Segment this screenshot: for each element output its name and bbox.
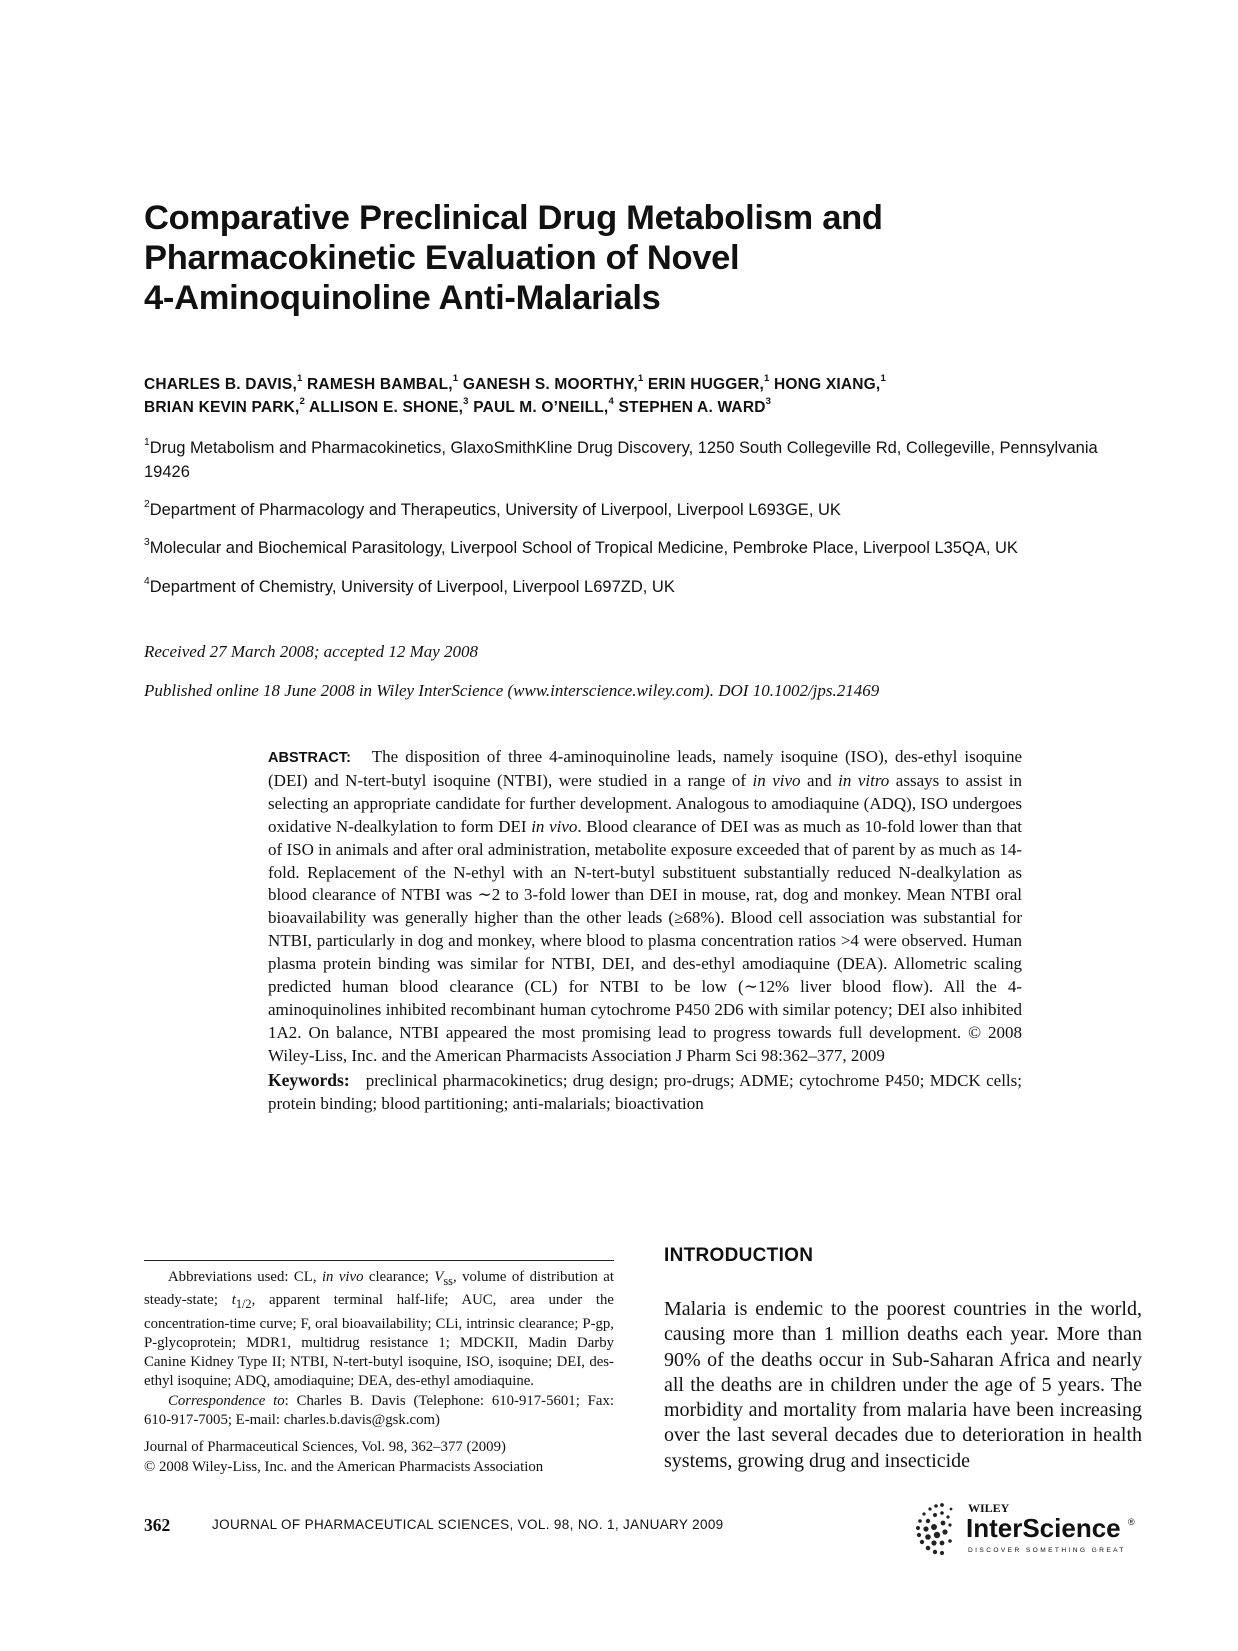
author-list — [144, 373, 1144, 419]
correspondence-footnote — [144, 1392, 614, 1431]
affiliation-4 — [144, 575, 1144, 599]
affiliation-text: Molecular and Biochemical Parasitology, Liverpool School of Tropical Medicine, Pembroke Place, Liverpool L35QA, UK — [149, 539, 1018, 557]
affiliation-3 — [144, 536, 1144, 560]
abstract-italic: in vivo — [531, 816, 578, 836]
abbreviations-footnote — [144, 1268, 614, 1392]
author-name: RAMESH BAMBAL, — [307, 376, 453, 393]
footnote-variable: t — [231, 1292, 236, 1309]
author-name: BRIAN KEVIN PARK, — [144, 399, 300, 416]
wiley-interscience-logo — [910, 1497, 1142, 1557]
footnote-italic: in vivo — [321, 1269, 364, 1285]
author-affiliation-mark: 1 — [452, 373, 459, 385]
title-line-2: Pharmacokinetic Evaluation of Novel — [144, 239, 740, 277]
affiliation-text: Department of Pharmacology and Therapeutics, University of Liverpool, Liverpool L693GE, UK — [149, 501, 841, 519]
abstract-italic: in vivo — [752, 770, 801, 790]
author-name: ERIN HUGGER, — [647, 376, 764, 393]
author-name: ALLISON E. SHONE, — [309, 399, 464, 416]
abstract-paragraph — [268, 746, 1022, 1068]
introduction-paragraph: Malaria is endemic to the poorest countries in the world, causing more than 1 million deaths each year. More than 90% of the deaths occur in Sub-Saharan Africa and nearly all the deaths are in children under the age of 5 years. The morbidity and mortality from malaria have been increasing over the last several decades due to deterioration in health systems, growing drug and insecticide — [664, 1298, 1142, 1472]
author-name: GANESH S. MOORTHY, — [462, 376, 638, 393]
footnote-divider — [144, 1260, 614, 1261]
journal-citation-line: Journal of Pharmaceutical Sciences, Vol. 98, 362–377 (2009) — [144, 1439, 506, 1456]
logo-name: InterScience — [966, 1513, 1121, 1543]
author-affiliation-mark: 1 — [637, 373, 644, 385]
author-line-1 — [144, 373, 1144, 396]
correspondence-label: Correspondence to — [168, 1392, 285, 1409]
abstract-italic: in vitro — [838, 770, 890, 790]
introduction-body — [664, 1297, 1142, 1474]
abstract-text: . Blood clearance of DEI was as much as 10-fold lower than that of ISO in animals and after oral administration, metabolite exposure exceeded that of parent by as much as 14-fold. Replacement of the N-ethyl with an N-tert-butyl substituent substantially reduced N-dealkylation as blood clearance of NTBI was ∼2 to 3-fold lower than DEI in mouse, rat, dog and monkey. Mean NTBI oral bioavailability was generally higher than the other leads (≥68%). Blood cell association was substantial for NTBI, particularly in dog and monkey, where blood to plasma concentration ratios >4 were observed. Human plasma protein binding was similar for NTBI, DEI, and des-ethyl amodiaquine (DEA). Allometric scaling predicted human blood clearance (CL) for NTBI to be low (∼12% liver blood flow). All the 4-aminoquinolines inhibited recombinant human cytochrome P450 2D6 with similar potency; DEI also inhibited 1A2. On balance, NTBI appeared the most promising lead to progress towards full development. © 2008 Wiley-Liss, Inc. and the American Pharmacists Association J Pharm Sci 98:362–377, 2009 — [268, 816, 1022, 1065]
author-affiliation-mark: 1 — [880, 373, 886, 385]
affiliation-number: 3 — [144, 536, 150, 548]
author-affiliation-mark: 1 — [296, 373, 303, 385]
footnote-subscript: 1/2 — [235, 1297, 252, 1312]
correspondence-text: : Charles B. Davis (Telephone: 610-917-5601; Fax: 610-917-7005; E-mail: charles.b.davis@gsk.com) — [144, 1392, 614, 1428]
logo-brand: WILEY — [968, 1501, 1010, 1515]
keywords — [268, 1069, 1022, 1116]
footnotes — [144, 1268, 614, 1477]
article-title — [144, 198, 1144, 318]
logo-tagline: DISCOVER SOMETHING GREAT — [968, 1547, 1126, 1554]
published-line: Published online 18 June 2008 in Wiley InterScience (www.interscience.wiley.com). DOI 10.1002/jps.21469 — [144, 681, 880, 700]
author-name: STEPHEN A. WARD — [618, 399, 766, 416]
globe-dots-icon — [916, 1503, 952, 1555]
keywords-text: preclinical pharmacokinetics; drug design; pro-drugs; ADME; cytochrome P450; MDCK cells; protein binding; blood partitioning; anti-malarials; bioactivation — [268, 1070, 1022, 1113]
author-affiliation-mark: 1 — [763, 373, 770, 385]
introduction-heading: INTRODUCTION — [664, 1245, 814, 1266]
footnote-text: Abbreviations used: CL, — [168, 1269, 322, 1285]
running-footer: JOURNAL OF PHARMACEUTICAL SCIENCES, VOL. 98, NO. 1, JANUARY 2009 — [212, 1517, 724, 1532]
author-name: CHARLES B. DAVIS, — [144, 376, 297, 393]
affiliation-text: Drug Metabolism and Pharmacokinetics, GlaxoSmithKline Drug Discovery, 1250 South Collegeville Rd, Collegeville, Pennsylvania 19426 — [144, 439, 1098, 481]
author-affiliation-mark: 2 — [299, 396, 306, 408]
affiliation-number: 1 — [144, 436, 150, 448]
logo-registered-mark: ® — [1128, 1517, 1135, 1527]
author-name: HONG XIANG, — [774, 376, 881, 393]
author-affiliation-mark: 3 — [765, 396, 772, 408]
author-line-2 — [144, 396, 1144, 419]
abstract-text: The disposition of three 4-aminoquinoline leads, namely isoquine (ISO), des-ethyl isoquine (DEI) and N-tert-butyl isoquine (NTBI), were studied in a range of — [268, 747, 1022, 790]
affiliation-text: Department of Chemistry, University of Liverpool, Liverpool L697ZD, UK — [149, 578, 675, 596]
affiliation-1 — [144, 436, 1144, 484]
affiliation-2 — [144, 498, 1144, 522]
abstract — [268, 746, 1022, 1116]
author-affiliation-mark: 4 — [608, 396, 614, 408]
author-affiliation-mark: 3 — [463, 396, 469, 408]
footnote-text: clearance; — [363, 1269, 435, 1285]
affiliation-number: 4 — [144, 575, 150, 587]
title-line-3: 4-Aminoquinoline Anti-Malarials — [144, 279, 661, 317]
author-name: PAUL M. O’NEILL, — [473, 399, 609, 416]
abstract-text: and — [800, 770, 839, 790]
footnote-text: , apparent terminal half-life; AUC, area under the concentration-time curve; F, oral bioavailability; CLi, intrinsic clearance; P-gp, P-glycoprotein; MDR1, multidrug resistance 1; MDCKII, Madin Darby Canine Kidney Type II; NTBI, N-tert-butyl isoquine, ISO, isoquine; DEI, des-ethyl isoquine; ADQ, amodiaquine; DEA, des-ethyl amodiaquine. — [144, 1292, 614, 1390]
journal-citation — [144, 1438, 614, 1477]
title-line-1: Comparative Preclinical Drug Metabolism and — [144, 199, 883, 237]
abstract-text: assays to assist in selecting an appropriate candidate for further development. Analogous to amodiaquine (ADQ), ISO undergoes oxidative N-dealkylation to form DEI — [268, 770, 1023, 836]
footnote-subscript: ss — [443, 1273, 453, 1288]
page-number: 362 — [144, 1515, 171, 1535]
affiliation-number: 2 — [144, 498, 150, 510]
footnote-text: , volume of distribution at steady-state; — [144, 1269, 614, 1309]
copyright-line: © 2008 Wiley-Liss, Inc. and the American Pharmacists Association — [144, 1458, 544, 1475]
footnote-variable: V — [434, 1269, 444, 1285]
abstract-label: ABSTRACT: — [268, 750, 351, 766]
received-date: Received 27 March 2008; accepted 12 May 2008 — [144, 642, 479, 661]
keywords-label: Keywords: — [268, 1069, 350, 1090]
